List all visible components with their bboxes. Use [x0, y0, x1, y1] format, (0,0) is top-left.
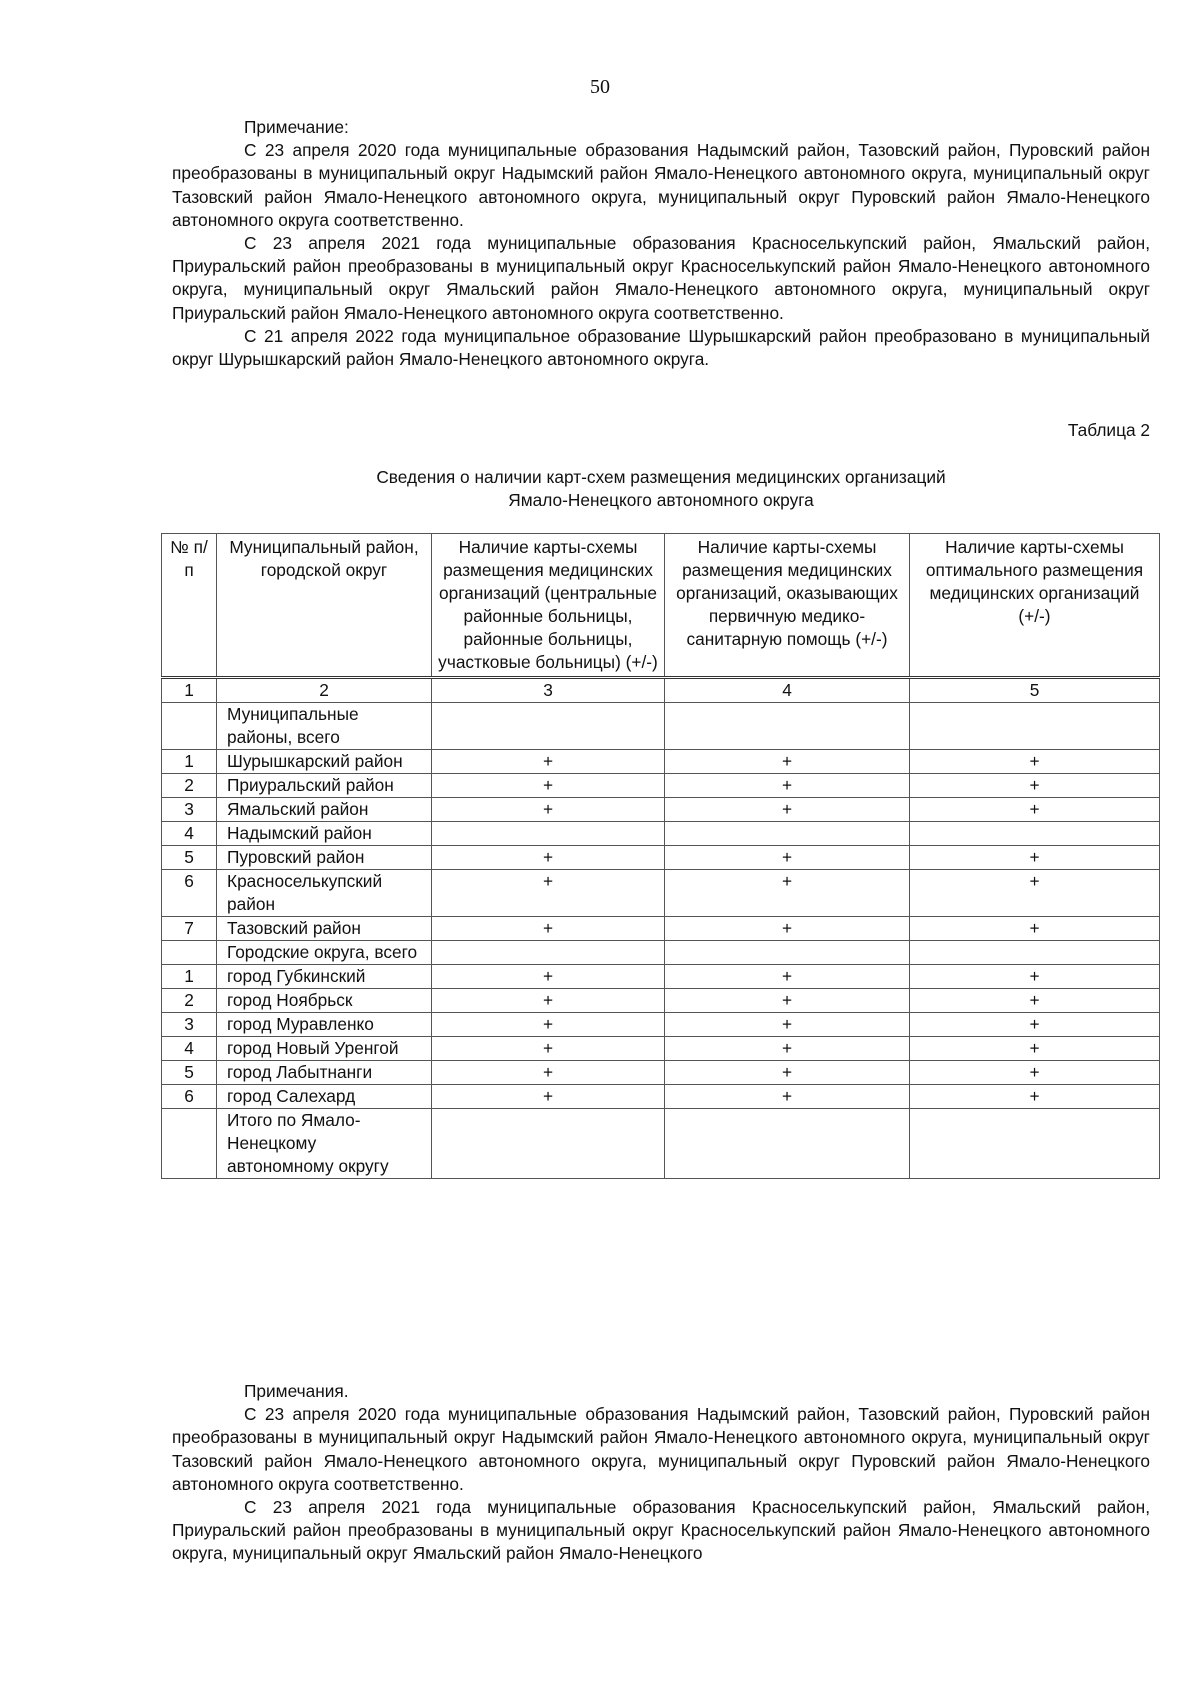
cell-hospital-map: +	[432, 1061, 665, 1085]
row-number: 4	[162, 822, 217, 846]
cell-optimal-map: +	[910, 870, 1160, 917]
cell-optimal-map: +	[910, 798, 1160, 822]
cell-hospital-map	[432, 941, 665, 965]
table-row	[162, 965, 1160, 989]
medical-maps-table	[161, 533, 1160, 1179]
cell-primary-care-map	[665, 941, 910, 965]
row-number: 1	[162, 965, 217, 989]
table-row	[162, 870, 1160, 917]
row-name: Красноселькупский район	[217, 870, 432, 917]
table-row	[162, 750, 1160, 774]
row-number: 6	[162, 870, 217, 917]
row-name: город Губкинский	[217, 965, 432, 989]
cell-hospital-map	[432, 822, 665, 846]
table-title-line-1: Сведения о наличии карт-схем размещения медицинских организаций	[376, 467, 946, 487]
row-number: 3	[162, 1013, 217, 1037]
cell-hospital-map: +	[432, 989, 665, 1013]
row-name: город Ноябрьск	[217, 989, 432, 1013]
cell-primary-care-map: +	[665, 750, 910, 774]
row-number	[162, 941, 217, 965]
note-paragraph: С 23 апреля 2020 года муниципальные образования Надымский район, Тазовский район, Пуровский район преобразованы в муниципальный округ Надымский район Ямало-Ненецкого автономного округа, муниципальный округ Тазовский район Ямало-Ненецкого автономного округа, муниципальный округ Пуровский район Ямало-Ненецкого автономного округа соответственно.	[172, 140, 1150, 230]
table-row	[162, 941, 1160, 965]
row-name: город Лабытнанги	[217, 1061, 432, 1085]
cell-hospital-map	[432, 1109, 665, 1179]
row-name: Муниципальные районы, всего	[217, 703, 432, 750]
cell-primary-care-map: +	[665, 917, 910, 941]
cell-primary-care-map: +	[665, 1061, 910, 1085]
cell-optimal-map: +	[910, 846, 1160, 870]
cell-primary-care-map: +	[665, 989, 910, 1013]
column-number: 5	[910, 678, 1160, 703]
page-number: 50	[590, 76, 610, 98]
row-name: Приуральский район	[217, 774, 432, 798]
cell-hospital-map: +	[432, 1037, 665, 1061]
row-number: 2	[162, 989, 217, 1013]
note-paragraph: С 23 апреля 2020 года муниципальные образования Надымский район, Тазовский район, Пуровский район преобразованы в муниципальный округ Надымский район Ямало-Ненецкого автономного округа, муниципальный округ Тазовский район Ямало-Ненецкого автономного округа, муниципальный округ Пуровский район Ямало-Ненецкого автономного округа соответственно.	[172, 1404, 1150, 1494]
cell-hospital-map: +	[432, 965, 665, 989]
cell-primary-care-map: +	[665, 798, 910, 822]
cell-optimal-map: +	[910, 1085, 1160, 1109]
cell-optimal-map: +	[910, 965, 1160, 989]
cell-optimal-map	[910, 703, 1160, 750]
table-header-row	[162, 534, 1160, 678]
cell-hospital-map: +	[432, 1013, 665, 1037]
cell-hospital-map: +	[432, 870, 665, 917]
row-name: Ямальский район	[217, 798, 432, 822]
cell-optimal-map: +	[910, 774, 1160, 798]
table-row	[162, 1013, 1160, 1037]
cell-optimal-map: +	[910, 1061, 1160, 1085]
cell-hospital-map: +	[432, 798, 665, 822]
table-title-line-2: Ямало-Ненецкого автономного округа	[508, 490, 814, 510]
table-row-total	[162, 1109, 1160, 1179]
row-name: город Салехард	[217, 1085, 432, 1109]
table-row	[162, 1061, 1160, 1085]
cell-primary-care-map	[665, 703, 910, 750]
table-row	[162, 917, 1160, 941]
cell-optimal-map: +	[910, 1037, 1160, 1061]
row-name: Шурышкарский район	[217, 750, 432, 774]
cell-primary-care-map: +	[665, 1037, 910, 1061]
table-row	[162, 1037, 1160, 1061]
cell-primary-care-map: +	[665, 1013, 910, 1037]
row-name: Городские округа, всего	[217, 941, 432, 965]
column-numbers-row	[162, 678, 1160, 703]
note-paragraph: С 21 апреля 2022 года муниципальное образование Шурышкарский район преобразовано в муниципальный округ Шурышкарский район Ямало-Ненецкого автономного округа.	[172, 325, 1150, 370]
table-row	[162, 798, 1160, 822]
table-row	[162, 774, 1160, 798]
table-title	[172, 466, 1150, 512]
row-number	[162, 1109, 217, 1179]
cell-optimal-map	[910, 822, 1160, 846]
cell-optimal-map	[910, 1109, 1160, 1179]
cell-hospital-map: +	[432, 1085, 665, 1109]
table-row	[162, 989, 1160, 1013]
header-hospital-map: Наличие карты-схемы размещения медицинских организаций (центральные районные больницы, районные больницы, участковые больницы) (+/-)	[432, 534, 665, 678]
cell-primary-care-map: +	[665, 846, 910, 870]
row-number: 5	[162, 1061, 217, 1085]
cell-hospital-map: +	[432, 846, 665, 870]
note-paragraph: С 23 апреля 2021 года муниципальные образования Красноселькупский район, Ямальский район, Приуральский район преобразованы в муниципальный округ Красноселькупский район Ямало-Ненецкого автономного округа, муниципальный округ Ямальский район Ямало-Ненецкого	[172, 1497, 1150, 1564]
notes-top	[172, 116, 1150, 371]
cell-optimal-map	[910, 941, 1160, 965]
cell-hospital-map: +	[432, 750, 665, 774]
row-name: Пуровский район	[217, 846, 432, 870]
table-row	[162, 846, 1160, 870]
cell-optimal-map: +	[910, 917, 1160, 941]
cell-primary-care-map	[665, 1109, 910, 1179]
row-number: 4	[162, 1037, 217, 1061]
cell-hospital-map: +	[432, 917, 665, 941]
row-name: Итого по Ямало-Ненецкому автономному округу	[217, 1109, 432, 1179]
row-name: город Муравленко	[217, 1013, 432, 1037]
row-number: 7	[162, 917, 217, 941]
column-number: 3	[432, 678, 665, 703]
header-primary-care-map: Наличие карты-схемы размещения медицинских организаций, оказывающих первичную медико-санитарную помощь (+/-)	[665, 534, 910, 678]
cell-optimal-map: +	[910, 989, 1160, 1013]
row-number	[162, 703, 217, 750]
row-number: 3	[162, 798, 217, 822]
header-number: № п/п	[162, 534, 217, 678]
cell-primary-care-map: +	[665, 774, 910, 798]
notes-label: Примечание:	[244, 117, 349, 137]
row-number: 2	[162, 774, 217, 798]
cell-primary-care-map: +	[665, 870, 910, 917]
row-name: город Новый Уренгой	[217, 1037, 432, 1061]
cell-primary-care-map: +	[665, 1085, 910, 1109]
table-row	[162, 1085, 1160, 1109]
column-number: 2	[217, 678, 432, 703]
row-name: Надымский район	[217, 822, 432, 846]
column-number: 4	[665, 678, 910, 703]
row-number: 5	[162, 846, 217, 870]
cell-optimal-map: +	[910, 1013, 1160, 1037]
notes-bottom	[172, 1380, 1150, 1566]
table-caption: Таблица 2	[1067, 420, 1150, 440]
note-paragraph: С 23 апреля 2021 года муниципальные образования Красноселькупский район, Ямальский район, Приуральский район преобразованы в муниципальный округ Красноселькупский район Ямало-Ненецкого автономного округа, муниципальный округ Ямальский район Ямало-Ненецкого автономного округа, муниципальный округ Приуральский район Ямало-Ненецкого автономного округа соответственно.	[172, 233, 1150, 323]
row-number: 6	[162, 1085, 217, 1109]
row-number: 1	[162, 750, 217, 774]
notes-label: Примечания.	[244, 1381, 349, 1401]
column-number: 1	[162, 678, 217, 703]
cell-optimal-map: +	[910, 750, 1160, 774]
table-row	[162, 822, 1160, 846]
table-row	[162, 703, 1160, 750]
cell-hospital-map	[432, 703, 665, 750]
header-optimal-map: Наличие карты-схемы оптимального размещения медицинских организаций (+/-)	[910, 534, 1160, 678]
cell-hospital-map: +	[432, 774, 665, 798]
row-name: Тазовский район	[217, 917, 432, 941]
cell-primary-care-map: +	[665, 965, 910, 989]
header-district: Муниципальный район, городской округ	[217, 534, 432, 678]
cell-primary-care-map	[665, 822, 910, 846]
